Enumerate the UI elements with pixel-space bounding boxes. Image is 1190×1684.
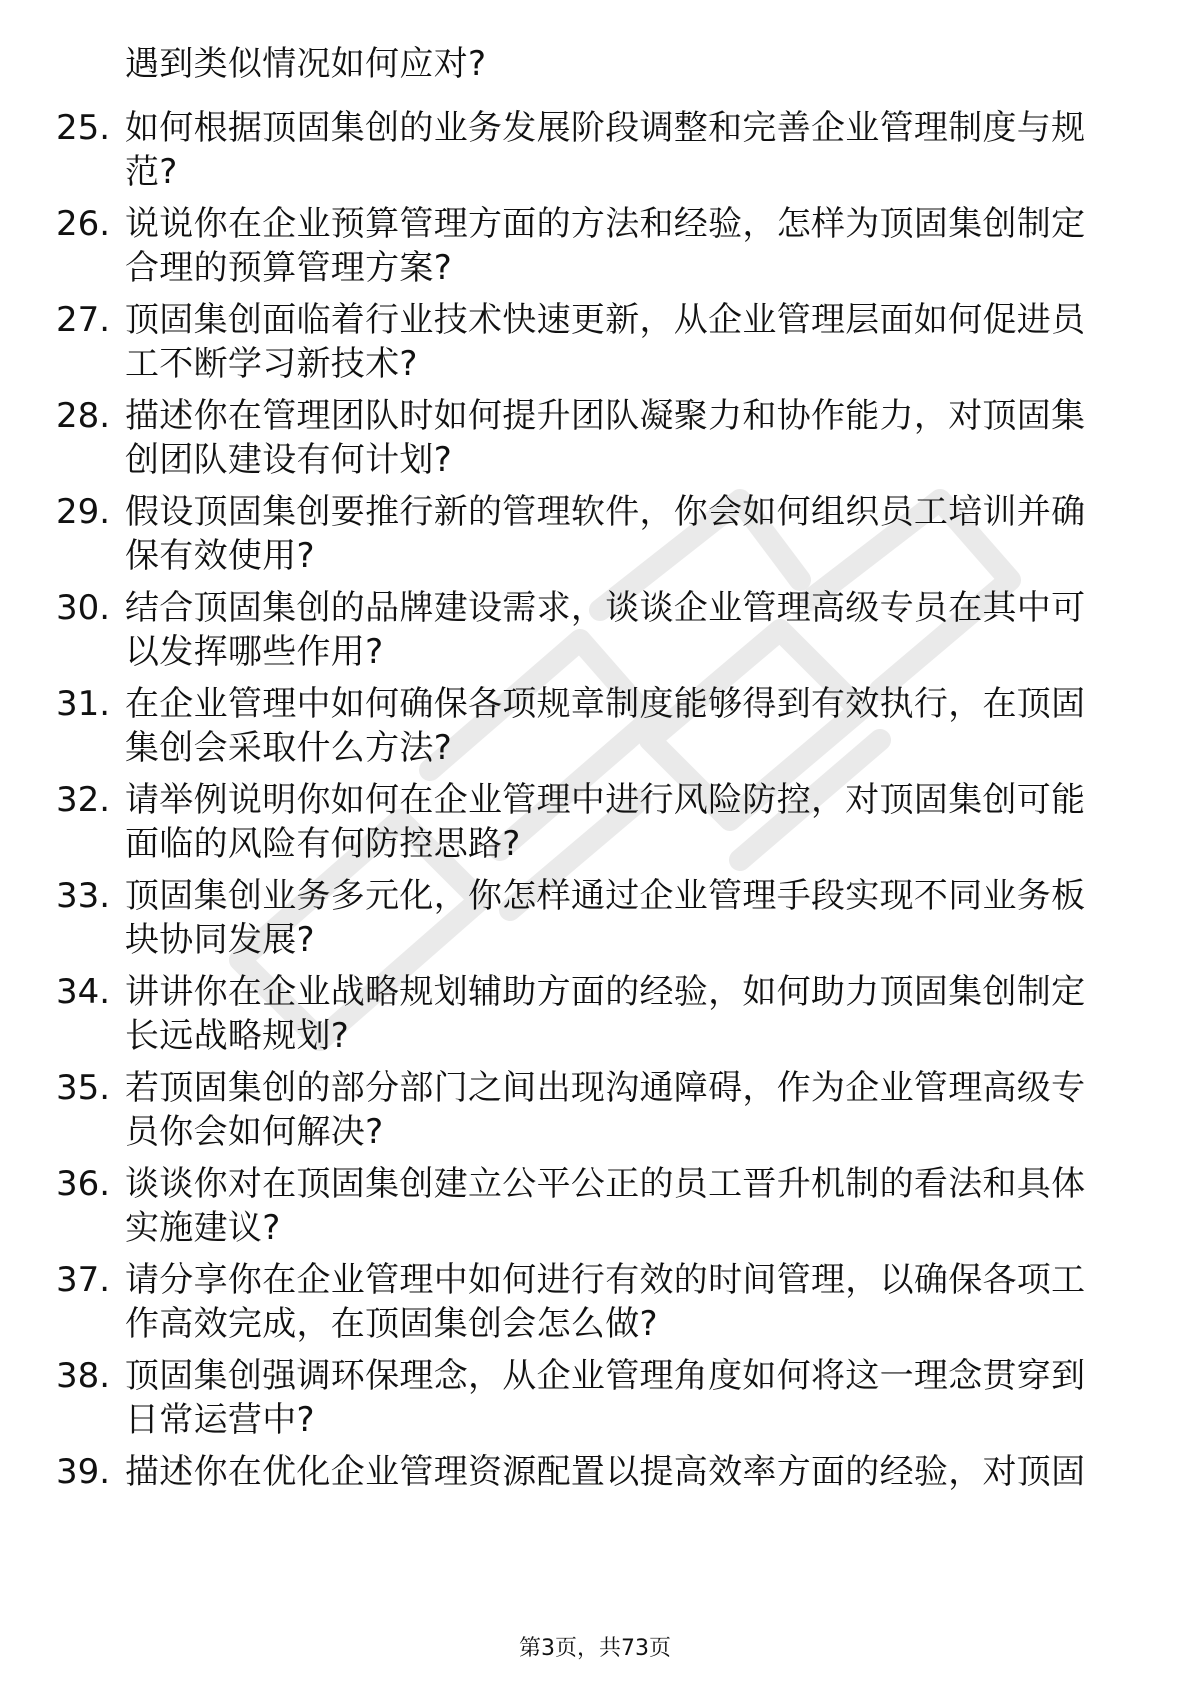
question-number: 30. xyxy=(56,588,111,628)
question-number: 29. xyxy=(56,492,111,532)
question-text-line2: 集创会采取什么方法? xyxy=(125,728,453,768)
question-text-line1: 请举例说明你如何在企业管理中进行风险防控，对顶固集创可能 xyxy=(125,780,1086,820)
question-text-line1: 若顶固集创的部分部门之间出现沟通障碍，作为企业管理高级专 xyxy=(125,1068,1086,1108)
question-text-line1: 说说你在企业预算管理方面的方法和经验，怎样为顶固集创制定 xyxy=(125,204,1086,244)
question-number: 31. xyxy=(56,684,111,724)
question-text-line2: 长远战略规划? xyxy=(125,1016,350,1056)
question-text-line2: 作高效完成，在顶固集创会怎么做? xyxy=(125,1304,658,1344)
question-text-line2: 工不断学习新技术? xyxy=(125,344,418,384)
question-text-line2: 块协同发展? xyxy=(125,920,315,960)
question-text-line2: 以发挥哪些作用? xyxy=(125,632,384,672)
question-text-line1: 在企业管理中如何确保各项规章制度能够得到有效执行，在顶固 xyxy=(125,684,1086,724)
question-number: 37. xyxy=(56,1260,111,1300)
question-text-line2: 员你会如何解决? xyxy=(125,1112,384,1152)
question-number: 32. xyxy=(56,780,111,820)
question-text-line2: 创团队建设有何计划? xyxy=(125,440,453,480)
question-text-line1: 顶固集创业务多元化，你怎样通过企业管理手段实现不同业务板 xyxy=(125,876,1086,916)
question-text-line1: 描述你在优化企业管理资源配置以提高效率方面的经验，对顶固 xyxy=(125,1452,1086,1492)
question-text-line2: 日常运营中? xyxy=(125,1400,315,1440)
question-number: 34. xyxy=(56,972,111,1012)
question-text-line1: 顶固集创面临着行业技术快速更新，从企业管理层面如何促进员 xyxy=(125,300,1086,340)
question-number: 33. xyxy=(56,876,111,916)
question-text-line1: 顶固集创强调环保理念，从企业管理角度如何将这一理念贯穿到 xyxy=(125,1356,1086,1396)
question-number: 25. xyxy=(56,108,111,148)
question-text-line2: 范? xyxy=(125,152,178,192)
question-number: 28. xyxy=(56,396,111,436)
question-text-line1: 如何根据顶固集创的业务发展阶段调整和完善企业管理制度与规 xyxy=(125,108,1086,148)
question-text-line1: 请分享你在企业管理中如何进行有效的时间管理，以确保各项工 xyxy=(125,1260,1086,1300)
question-number: 38. xyxy=(56,1356,111,1396)
question-text-line2: 合理的预算管理方案? xyxy=(125,248,453,288)
question-text-line1: 讲讲你在企业战略规划辅助方面的经验，如何助力顶固集创制定 xyxy=(125,972,1086,1012)
question-text-line1: 谈谈你对在顶固集创建立公平公正的员工晋升机制的看法和具体 xyxy=(125,1164,1086,1204)
question-number: 35. xyxy=(56,1068,111,1108)
question-text-line1: 假设顶固集创要推行新的管理软件，你会如何组织员工培训并确 xyxy=(125,492,1086,532)
question-text-continuation: 遇到类似情况如何应对? xyxy=(125,44,487,84)
page-footer: 第3页，共73页 xyxy=(519,1636,671,1661)
question-number: 27. xyxy=(56,300,111,340)
question-text-line1: 描述你在管理团队时如何提升团队凝聚力和协作能力，对顶固集 xyxy=(125,396,1086,436)
question-text-line1: 结合顶固集创的品牌建设需求，谈谈企业管理高级专员在其中可 xyxy=(125,588,1086,628)
question-number: 39. xyxy=(56,1452,111,1492)
question-text-line2: 保有效使用? xyxy=(125,536,315,576)
question-number: 36. xyxy=(56,1164,111,1204)
question-text-line2: 面临的风险有何防控思路? xyxy=(125,824,521,864)
question-number: 26. xyxy=(56,204,111,244)
question-text-line2: 实施建议? xyxy=(125,1208,281,1248)
